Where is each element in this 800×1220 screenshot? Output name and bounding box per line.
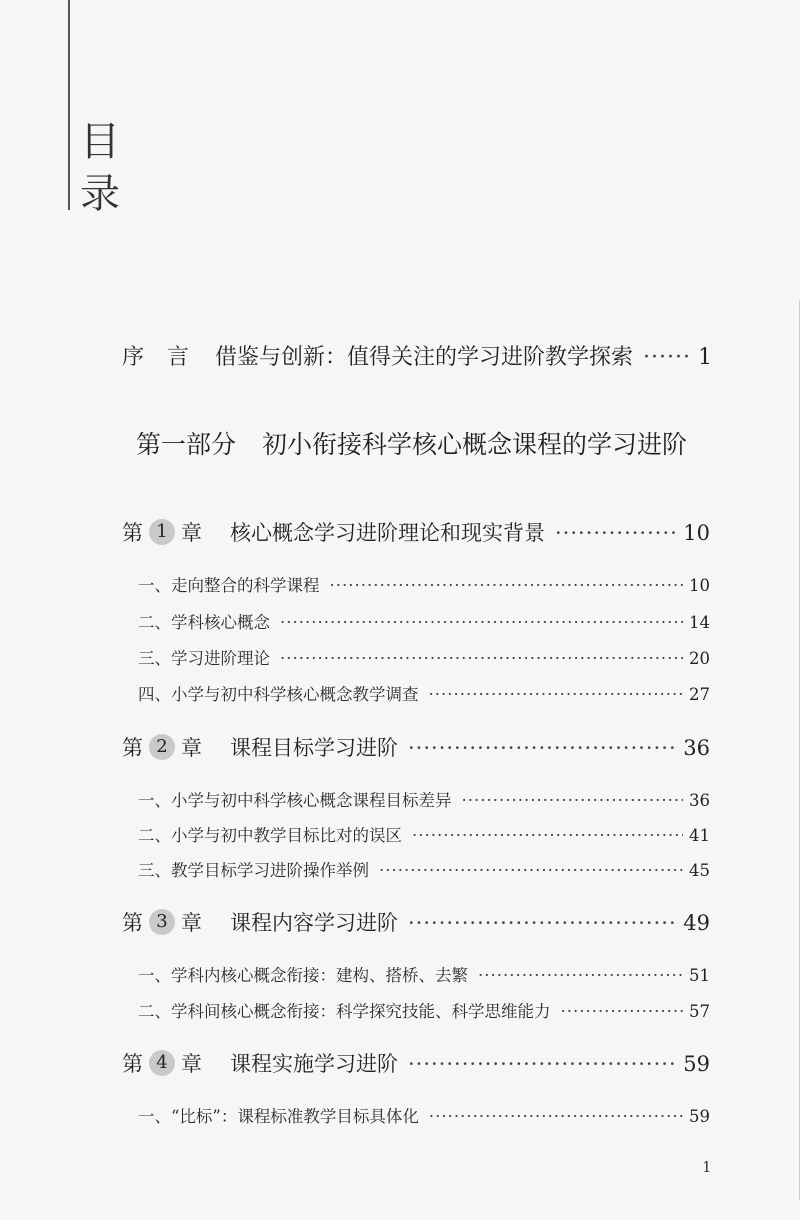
toc-entry-preface[interactable]: [122, 340, 712, 371]
dot-leader: [379, 861, 683, 880]
section-title: 三、教学目标学习进阶操作举例: [138, 861, 369, 880]
dot-leader: [280, 613, 683, 632]
dot-leader: [429, 685, 684, 704]
section-page: 51: [689, 966, 710, 985]
toc-entry-section[interactable]: [138, 645, 710, 669]
toc-entry-section[interactable]: [138, 962, 710, 986]
part-title: 初小衔接科学核心概念课程的学习进阶: [262, 430, 688, 459]
section-title: 四、小学与初中科学核心概念教学调查: [138, 685, 419, 704]
toc-entry-section[interactable]: [138, 787, 710, 811]
section-title: 二、学科核心概念: [138, 613, 270, 632]
dot-leader: [280, 649, 683, 668]
chapter-number-badge: 1: [149, 519, 175, 545]
section-page: 45: [689, 861, 710, 880]
dot-leader: [408, 911, 677, 935]
chapter-label: [122, 732, 202, 762]
section-title: 一、学科内核心概念衔接：建构、搭桥、去繁: [138, 966, 468, 985]
chapter-number-badge: 4: [149, 1050, 175, 1076]
chapter-prefix: 第: [122, 736, 143, 760]
preface-page: 1: [698, 345, 712, 370]
section-title: 一、“比标”：课程标准教学目标具体化: [138, 1107, 419, 1126]
chapter-prefix: 第: [122, 521, 143, 545]
toc-entry-section[interactable]: [138, 681, 710, 705]
toc-entry-chapter-2[interactable]: [122, 732, 710, 762]
chapter-title: 课程目标学习进阶: [230, 736, 398, 760]
page-number: 1: [702, 1158, 712, 1176]
section-title: 一、走向整合的科学课程: [138, 576, 320, 595]
toc-title-char-1: 目: [80, 119, 120, 165]
chapter-label: [122, 517, 202, 547]
section-title: 一、小学与初中科学核心概念课程目标差异: [138, 791, 452, 810]
part-heading: [136, 425, 736, 461]
chapter-number-badge: 2: [149, 734, 175, 760]
toc-entry-section[interactable]: [138, 572, 710, 596]
section-title: 二、学科间核心概念衔接：科学探究技能、科学思维能力: [138, 1002, 551, 1021]
dot-leader: [478, 966, 683, 985]
section-page: 57: [689, 1002, 710, 1021]
toc-entry-section[interactable]: [138, 822, 710, 846]
chapter-label: [122, 907, 202, 937]
toc-entry-chapter-3[interactable]: [122, 907, 710, 937]
section-title: 二、小学与初中教学目标比对的误区: [138, 826, 402, 845]
chapter-suffix: 章: [181, 1052, 202, 1076]
chapter-suffix: 章: [181, 736, 202, 760]
chapter-number-badge: 3: [149, 909, 175, 935]
dot-leader: [561, 1002, 684, 1021]
toc-entry-section[interactable]: [138, 609, 710, 633]
chapter-page: 49: [683, 911, 710, 935]
chapter-title: 核心概念学习进阶理论和现实背景: [230, 521, 545, 545]
toc-entry-chapter-1[interactable]: [122, 517, 710, 547]
dot-leader: [643, 345, 692, 370]
chapter-label: [122, 1048, 202, 1078]
preface-label: 序 言: [122, 345, 197, 370]
section-page: 41: [689, 826, 710, 845]
chapter-prefix: 第: [122, 911, 143, 935]
dot-leader: [462, 791, 684, 810]
chapter-title: 课程内容学习进阶: [230, 911, 398, 935]
part-label: 第一部分: [136, 430, 237, 459]
section-page: 14: [689, 613, 710, 632]
dot-leader: [408, 736, 677, 760]
section-page: 59: [689, 1107, 710, 1126]
chapter-prefix: 第: [122, 1052, 143, 1076]
dot-leader: [429, 1107, 683, 1126]
toc-entry-section[interactable]: [138, 1103, 710, 1127]
dot-leader: [412, 826, 683, 845]
section-page: 10: [689, 576, 710, 595]
toc-entry-chapter-4[interactable]: [122, 1048, 710, 1078]
chapter-suffix: 章: [181, 521, 202, 545]
section-page: 20: [689, 649, 710, 668]
chapter-suffix: 章: [181, 911, 202, 935]
dot-leader: [555, 521, 677, 545]
toc-title-char-2: 录: [80, 171, 120, 217]
preface-title: 借鉴与创新：值得关注的学习进阶教学探索: [215, 345, 634, 370]
section-page: 27: [689, 685, 710, 704]
chapter-page: 36: [683, 736, 710, 760]
margin-rule: [68, 0, 70, 210]
section-title: 三、学习进阶理论: [138, 649, 270, 668]
chapter-page: 10: [683, 521, 710, 545]
section-page: 36: [689, 791, 710, 810]
dot-leader: [408, 1052, 677, 1076]
toc-entry-section[interactable]: [138, 857, 710, 881]
dot-leader: [330, 576, 684, 595]
toc-entry-section[interactable]: [138, 998, 710, 1022]
chapter-title: 课程实施学习进阶: [230, 1052, 398, 1076]
chapter-page: 59: [683, 1052, 710, 1076]
